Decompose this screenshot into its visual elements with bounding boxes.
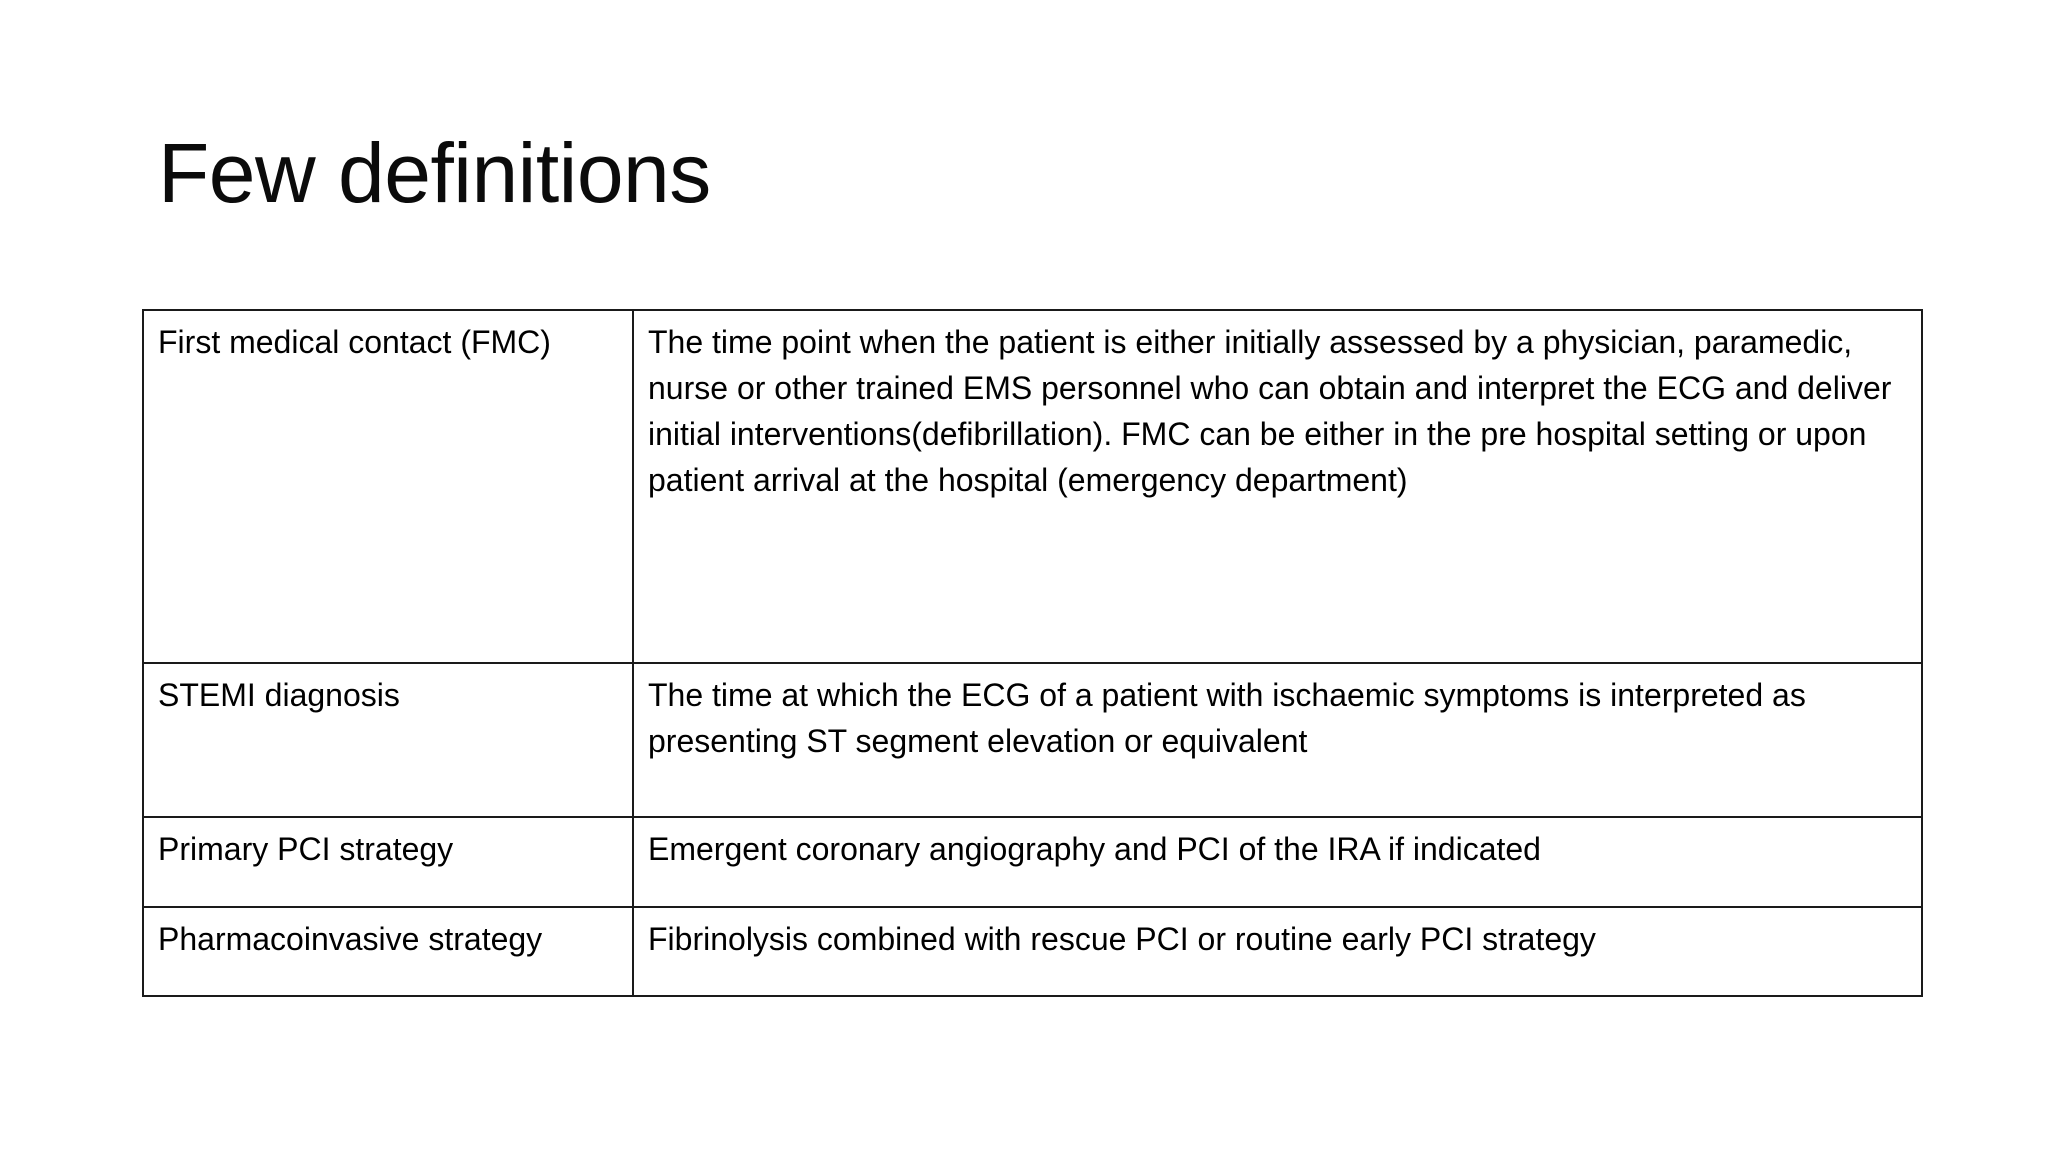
definition-cell: The time point when the patient is either initially assessed by a physician, paramedic, nurse or other trained EMS personnel who can obtain and interpret the ECG and deliver initial interventions(defibrillation). FMC can be either in the pre hospital setting or upon patient arrival at the hospital (emergency department) [633, 310, 1922, 663]
definition-cell: Emergent coronary angiography and PCI of the IRA if indicated [633, 817, 1922, 907]
term-cell: Pharmacoinvasive strategy [143, 907, 633, 996]
definitions-table [142, 309, 1923, 997]
term-cell: STEMI diagnosis [143, 663, 633, 817]
slide-title: Few definitions [158, 126, 711, 220]
table-row-fmc [143, 310, 1922, 663]
table-row-pharmacoinvasive [143, 907, 1922, 996]
term-cell: First medical contact (FMC) [143, 310, 633, 663]
table-row-stemi-diagnosis [143, 663, 1922, 817]
definition-cell: The time at which the ECG of a patient with ischaemic symptoms is interpreted as presenting ST segment elevation or equivalent [633, 663, 1922, 817]
table-row-primary-pci [143, 817, 1922, 907]
term-cell: Primary PCI strategy [143, 817, 633, 907]
definition-cell: Fibrinolysis combined with rescue PCI or routine early PCI strategy [633, 907, 1922, 996]
